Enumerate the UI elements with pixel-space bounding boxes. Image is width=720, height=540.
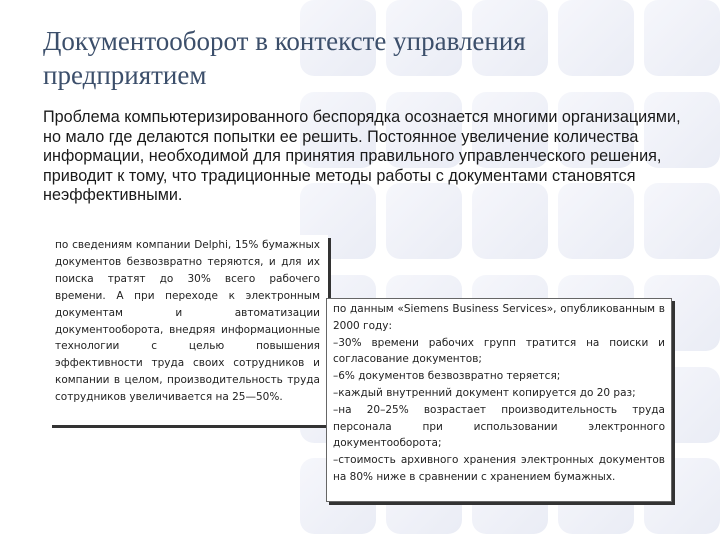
- delphi-stats-text: по сведениям компании Delphi, 15% бумажных документов безвозвратно теряются, и для их поиска тратят до 30% всего рабочего времени. А при переходе к электронным документам и автоматизации документооборота, внедряя информационные технологии с целью повышения эффективности труда своих сотрудников и компании в целом, производительность труда сотрудников увеличивается на 25—50%.: [55, 239, 320, 404]
- delphi-stats-box: [49, 235, 328, 425]
- siemens-stats-line: –каждый внутренний документ копируется до 20 раз;: [333, 386, 636, 399]
- siemens-stats-line: –6% документов безвозвратно теряется;: [333, 370, 561, 383]
- siemens-stats-line: по данным «Siemens Business Services», опубликованным в 2000 году:: [333, 303, 665, 332]
- siemens-stats-line: –на 20–25% возрастает производительность труда персонала при использовании электронного документооборота;: [333, 403, 665, 450]
- intro-paragraph: Проблема компьютеризированного беспорядка осознается многими организациями, но мало где делаются попытки ее решить. Постоянное увеличение количества информации, необходимой для принятия правильного управленческого решения, приводит к тому, что традиционные методы работы с документами становятся неэффективными.: [43, 108, 681, 204]
- slide-title: Документооборот в контексте управления предприятием: [43, 26, 526, 90]
- siemens-stats-line: –стоимость архивного хранения электронных документов на 80% ниже в сравнении с хранением бумажных.: [333, 454, 665, 483]
- siemens-stats-line: –30% времени рабочих групп тратится на поиски и согласование документов;: [333, 336, 665, 366]
- siemens-stats-box: [326, 298, 672, 502]
